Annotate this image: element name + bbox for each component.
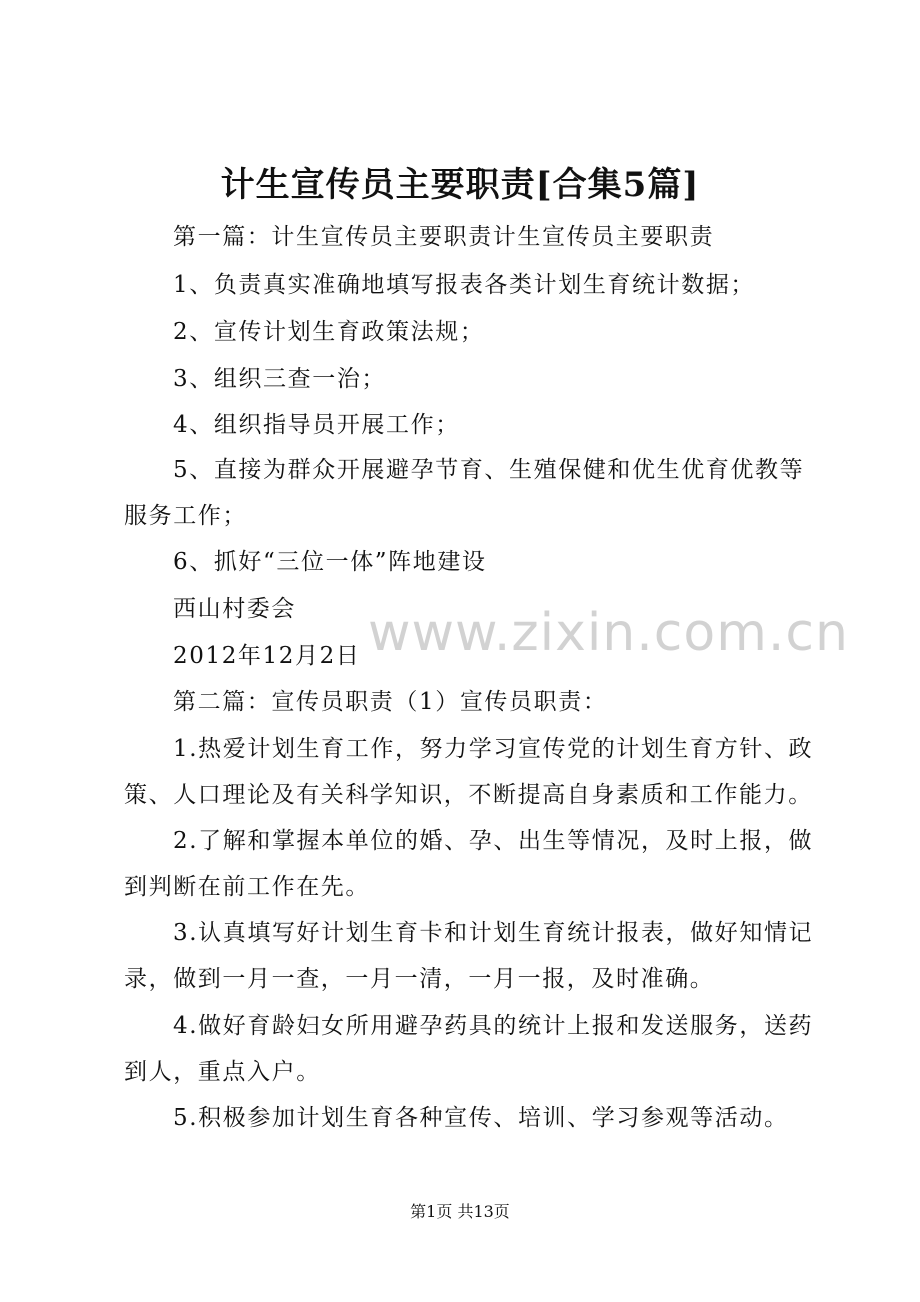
duty2-item-3: 3.认真填写好计划生育卡和计划生育统计报表，做好知情记 [173,920,814,946]
section-heading-2: 第二篇：宣传员职责（1）宣传员职责： [173,689,608,715]
watermark-text: www.zixin.com.cn [368,603,849,663]
duty-item-5-cont: 服务工作； [124,503,247,529]
duty2-item-4: 4.做好育龄妇女所用避孕药具的统计上报和发送服务，送药 [173,1013,814,1039]
duty2-item-4-cont: 到人，重点入户。 [124,1059,321,1085]
section-heading-1: 第一篇：计生宣传员主要职责计生宣传员主要职责 [173,224,715,250]
duty2-item-5: 5.积极参加计划生育各种宣传、培训、学习参观等活动。 [173,1105,789,1131]
duty-item-3: 3、组织三查一治； [173,366,387,392]
page-footer: 第1页 共13页 [410,1202,510,1221]
duty-item-4: 4、组织指导员开展工作； [173,412,460,438]
duty2-item-1: 1.热爱计划生育工作，努力学习宣传党的计划生育方针、政 [173,736,814,762]
duty-item-1: 1、负责真实准确地填写报表各类计划生育统计数据； [173,272,756,298]
duty2-item-2-cont: 到判断在前工作在先。 [124,874,370,900]
duty2-item-1-cont: 策、人口理论及有关科学知识，不断提高自身素质和工作能力。 [124,782,813,808]
duty-item-2: 2、宣传计划生育政策法规； [173,319,485,345]
duty-item-5: 5、直接为群众开展避孕节育、生殖保健和优生优育优教等 [173,457,805,483]
document-title: 计生宣传员主要职责[合集5篇] [220,165,700,205]
signature-date: 2012年12月2日 [173,643,361,669]
signature-org: 西山村委会 [173,596,296,622]
duty-item-6: 6、抓好“三位一体”阵地建设 [173,549,487,575]
duty2-item-3-cont: 录，做到一月一查，一月一清，一月一报，及时准确。 [124,966,715,992]
duty2-item-2: 2.了解和掌握本单位的婚、孕、出生等情况，及时上报，做 [173,828,814,854]
